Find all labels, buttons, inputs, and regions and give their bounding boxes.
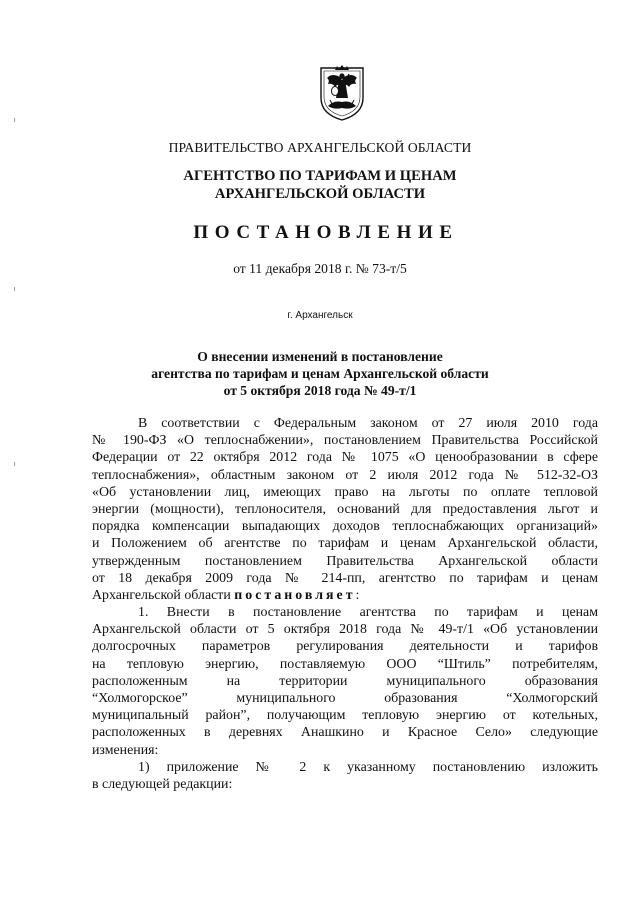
body-line: 1) приложение № 2 к указанному постановлению изложить xyxy=(138,759,598,775)
body-text-fragment: Архангельской области xyxy=(92,587,235,603)
margin-mark xyxy=(14,287,15,291)
document-date-number: от 11 декабря 2018 г. № 73-т/5 xyxy=(233,261,407,276)
body-line: теплоснабжения», областным законом от 2 июля 2012 года № 512-32-ОЗ xyxy=(92,467,598,483)
body-line: энергии (мощности), теплоносителя, оснований для предоставления льгот и xyxy=(92,501,598,517)
body-line: муниципальный район”, получающим тепловую энергию от котельных, xyxy=(92,708,598,724)
coat-of-arms-icon xyxy=(318,64,366,122)
document-type: ПОСТАНОВЛЕНИЕ xyxy=(193,222,459,243)
body-line: «Об установлении лиц, имеющих право на льготы по оплате тепловой xyxy=(92,484,598,500)
agency-name-line1: АГЕНТСТВО ПО ТАРИФАМ И ЦЕНАМ xyxy=(183,168,457,184)
body-line: расположенным на территории муниципального образования xyxy=(92,673,598,689)
document-body xyxy=(92,415,598,793)
subject-line3: от 5 октября 2018 года № 49-т/1 xyxy=(223,383,417,398)
body-line: порядка компенсации выпадающих доходов теплоснабжающих организаций» xyxy=(92,519,598,535)
body-line: Архангельской области от 5 октября 2018 года № 49-т/1 «Об установлении xyxy=(92,622,598,638)
resolves-word: постановляет xyxy=(234,587,356,603)
body-line: от 18 декабря 2009 года № 214-пп, агентство по тарифам и ценам xyxy=(92,570,598,586)
document-subject xyxy=(0,348,640,399)
margin-mark xyxy=(14,462,15,466)
body-line: “Холмогорское” муниципального образования “Холмогорский xyxy=(92,691,598,706)
body-text-fragment: : xyxy=(355,587,360,603)
body-line-resolves xyxy=(92,587,598,604)
body-line: 1. Внести в постановление агентства по тарифам и ценам xyxy=(138,605,598,621)
body-line: утвержденным постановлением Правительства Архангельской области xyxy=(92,553,598,569)
body-line: расположенных в деревнях Анашкино и Красное Село» следующие xyxy=(92,725,598,741)
body-line: изменения: xyxy=(92,742,159,758)
body-line: и Положением об агентстве по тарифам и ценам Архангельской области, xyxy=(92,536,598,552)
body-line: долгосрочных параметров регулирования деятельности и тарифов xyxy=(92,639,598,655)
margin-mark xyxy=(14,118,15,122)
document-city: г. Архангельск xyxy=(287,310,353,321)
body-line: на тепловую энергию, поставляемую ООО “Штиль” потребителям, xyxy=(92,656,598,672)
subject-line2: агентства по тарифам и ценам Архангельской области xyxy=(151,366,489,381)
subject-line1: О внесении изменений в постановление xyxy=(197,349,443,364)
agency-name xyxy=(0,167,640,203)
body-line: № 190-ФЗ «О теплоснабжении», постановлением Правительства Российской xyxy=(92,433,598,449)
body-line: Федерации от 22 октября 2012 года № 1075 «О ценообразовании в сфере xyxy=(92,450,598,466)
agency-name-line2: АРХАНГЕЛЬСКОЙ ОБЛАСТИ xyxy=(214,186,426,202)
government-name: ПРАВИТЕЛЬСТВО АРХАНГЕЛЬСКОЙ ОБЛАСТИ xyxy=(168,140,472,155)
body-line: в следующей редакции: xyxy=(92,776,233,792)
body-line: В соответствии с Федеральным законом от 27 июля 2010 года xyxy=(138,416,598,431)
